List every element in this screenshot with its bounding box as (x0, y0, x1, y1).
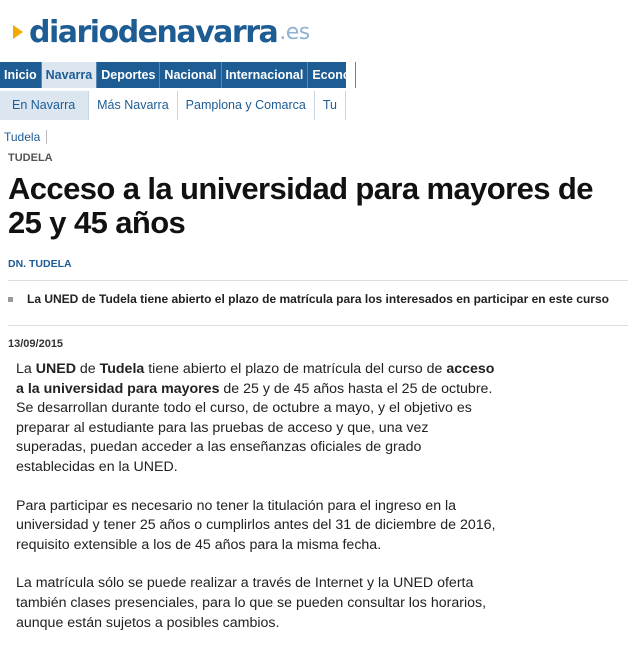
article-body (16, 360, 496, 652)
sub-nav-en-navarra[interactable]: En Navarra (0, 91, 89, 120)
main-nav-navarra[interactable]: Navarra (42, 62, 98, 88)
logo-tld: .es (279, 19, 310, 45)
main-nav (0, 62, 351, 88)
sub-nav-tu[interactable]: Tu (315, 91, 346, 120)
article-summary (8, 292, 628, 306)
logo-brand: diariodenavarra (29, 14, 278, 50)
article-date: 13/09/2015 (8, 338, 64, 350)
logo-arrow-icon (13, 25, 23, 39)
site-logo[interactable] (13, 14, 310, 50)
main-nav-economia[interactable]: Econo (308, 62, 355, 88)
sub-nav (0, 91, 346, 120)
bullet-icon (8, 297, 13, 302)
divider (8, 280, 628, 281)
sub-nav-pamplona[interactable]: Pamplona y Comarca (178, 91, 315, 120)
main-nav-nacional[interactable]: Nacional (160, 62, 221, 88)
breadcrumb[interactable]: Tudela (4, 130, 47, 144)
main-nav-internacional[interactable]: Internacional (222, 62, 309, 88)
main-nav-deportes[interactable]: Deportes (97, 62, 160, 88)
divider (8, 325, 628, 326)
section-label: TUDELA (8, 152, 53, 164)
article-author[interactable]: DN. TUDELA (8, 258, 72, 270)
body-paragraph: Para participar es necesario no tener la titulación para el ingreso en la universidad y tener 25 años o cumplirlos antes del 31 de diciembre de 2016, requisito extensible a los de 45 años para la misma fecha. (16, 497, 496, 553)
main-nav-inicio[interactable]: Inicio (0, 62, 42, 88)
body-paragraph: La matrícula sólo se puede realizar a través de Internet y la UNED oferta también clases presenciales, para lo que se pueden consultar los horarios, aunque están sujetos a posibles cambios. (16, 575, 487, 631)
body-paragraph: La UNED de Tudela tiene abierto el plazo de matrícula del curso de acceso a la universidad para mayores de 25 y de 45 años hasta el 25 de octubre. Se desarrollan durante todo el curso, de octubre a mayo, y el objetivo es preparar al estudiante para las pruebas de acceso y que, una vez superadas, puedan acceder a las enseñanzas oficiales de grado establecidas en la UNED. (16, 361, 495, 475)
article-title: Acceso a la universidad para mayores de 25 y 45 años (8, 171, 593, 240)
summary-text: La UNED de Tudela tiene abierto el plazo de matrícula para los interesados en participar en este curso (27, 292, 609, 306)
sub-nav-mas-navarra[interactable]: Más Navarra (89, 91, 178, 120)
